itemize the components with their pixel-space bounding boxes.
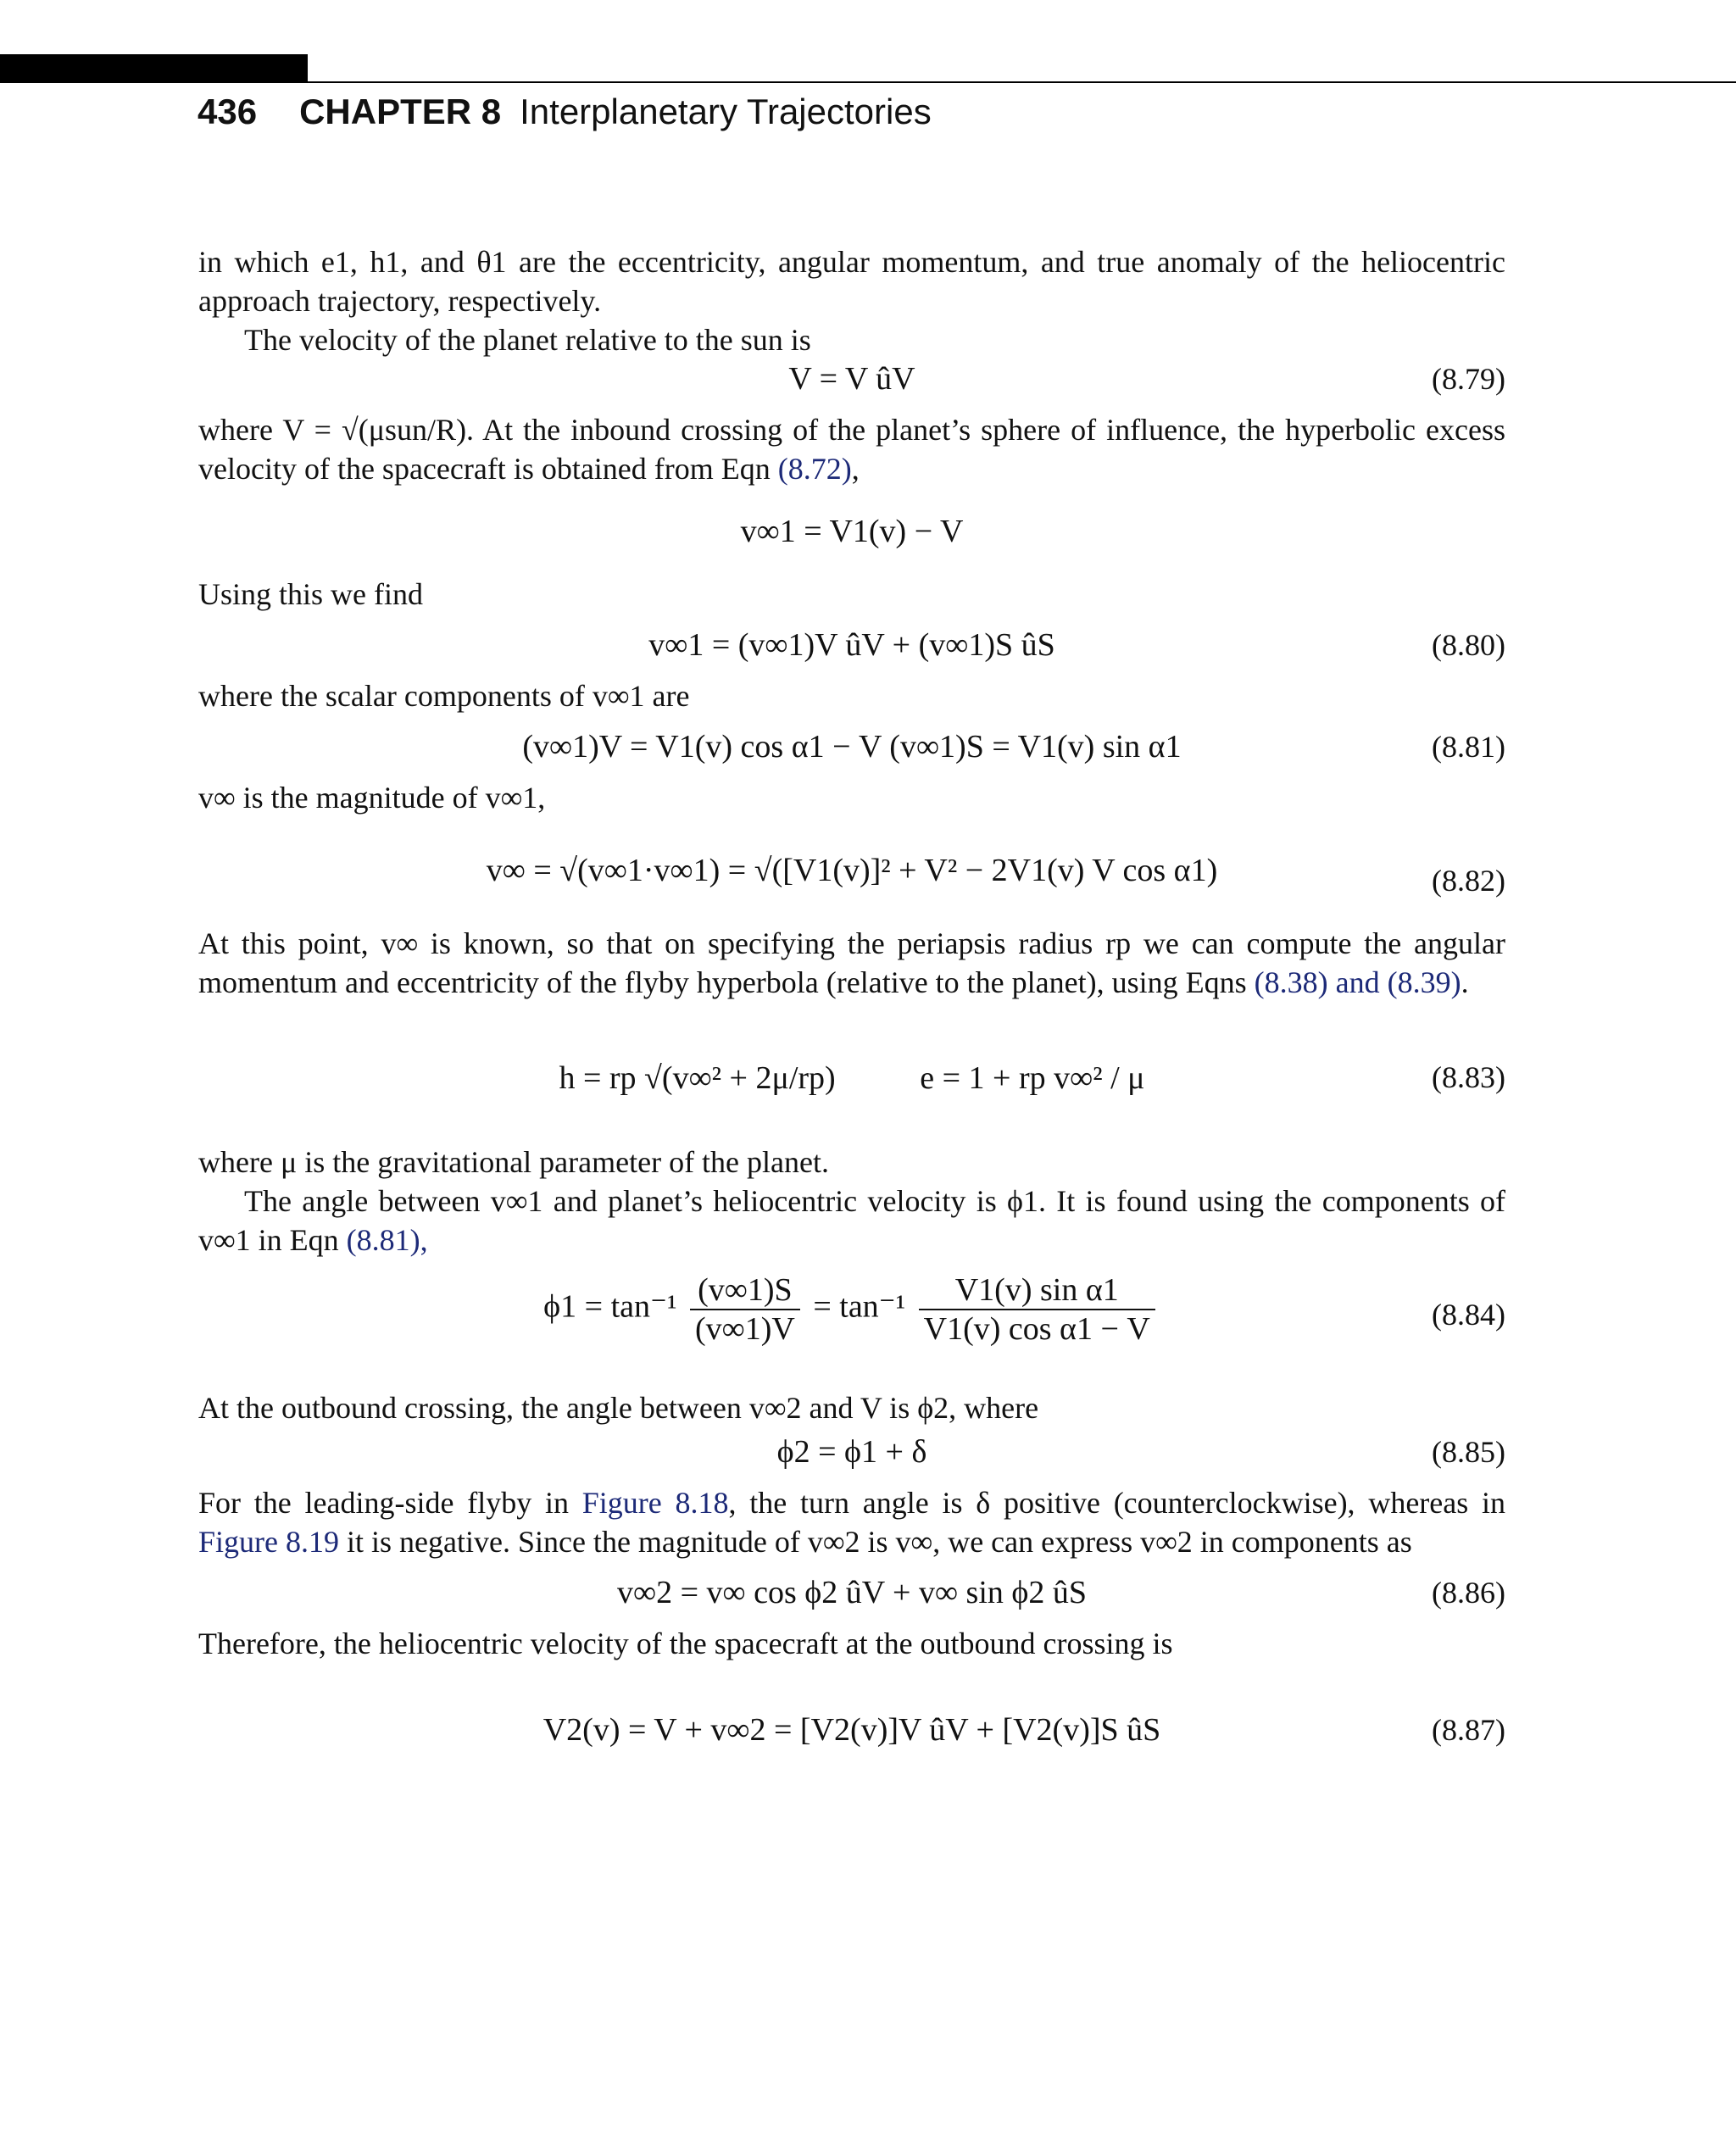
page-number: 436 (198, 92, 258, 131)
equation-body: v∞1 = V1(v) − V (740, 514, 964, 549)
running-header (198, 92, 932, 142)
paragraph-6: v∞ is the magnitude of v∞1, (198, 781, 546, 815)
fraction-2-denominator: V1(v) cos α1 − V (923, 1311, 1150, 1347)
equation-number: (8.85) (1432, 1435, 1505, 1469)
paragraph-8: where μ is the gravitational parameter of the planet. (198, 1145, 829, 1179)
fraction-1 (690, 1271, 800, 1348)
paragraph-5: where the scalar components of v∞1 are (198, 679, 690, 713)
equation-h: h = rp √(v∞² + 2μ/rp) (559, 1060, 836, 1096)
equation-8-86 (198, 1573, 1505, 1612)
equation-phi1: ϕ1 = tan⁻¹ (543, 1288, 677, 1325)
equation-number: (8.80) (1432, 628, 1505, 662)
equation-8-83 (198, 1037, 1505, 1119)
paragraph-11-text-b: , the turn angle is δ positive (counterclockwise), whereas in (728, 1486, 1506, 1520)
equation-body: (v∞1)V = V1(v) cos α1 − V (v∞1)S = V1(v) sin α1 (522, 729, 1182, 765)
chapter-title: Interplanetary Trajectories (520, 92, 932, 131)
equation-number: (8.84) (1432, 1298, 1505, 1332)
paragraph-7-text: At this point, v∞ is known, so that on specifying the periapsis radius rp we can compute the angular momentum and eccentricity of the flyby hyperbola (relative to the planet), using Eqns (198, 926, 1505, 999)
paragraph-7 (198, 924, 1505, 1002)
figure-8-18-link[interactable]: Figure 8.18 (581, 1486, 729, 1520)
fraction-2-numerator: V1(v) sin α1 (919, 1271, 1155, 1310)
page-body (198, 242, 1505, 1749)
fraction-1-denominator: (v∞1)V (694, 1311, 795, 1347)
paragraph-3-text: where V = √(μsun/R). At the inbound crossing of the planet’s sphere of influence, the hyperbolic excess velocity of the spacecraft is obtained from Eqn (198, 413, 1505, 486)
equation-number: (8.79) (1432, 362, 1505, 396)
equation-8-84 (198, 1271, 1505, 1365)
header-bar (0, 54, 308, 83)
paragraph-12: Therefore, the heliocentric velocity of the spacecraft at the outbound crossing is (198, 1627, 1173, 1660)
paragraph-2: The velocity of the planet relative to the sun is (244, 323, 811, 357)
paragraph-10: At the outbound crossing, the angle between v∞2 and V is ϕ2, where (198, 1391, 1039, 1425)
equation-number: (8.83) (1432, 1060, 1505, 1094)
equation-number: (8.82) (1432, 864, 1505, 898)
equation-8-87 (198, 1710, 1505, 1749)
paragraph-11-text-c: it is negative. Since the magnitude of v∞2 is v∞, we can express v∞2 in components as (347, 1525, 1412, 1559)
equation-body: v∞ = √(v∞1·v∞1) = √([V1(v)]² + V² − 2V1(v) V cos α1) (486, 853, 1218, 888)
equation-unnumbered (198, 512, 1505, 551)
equation-mid: = tan⁻¹ (813, 1288, 906, 1325)
equation-8-82 (198, 841, 1505, 900)
paragraph-11 (198, 1483, 1505, 1561)
equation-body: v∞2 = v∞ cos ϕ2 ûV + v∞ sin ϕ2 ûS (616, 1575, 1088, 1610)
equation-body: v∞1 = (v∞1)V ûV + (v∞1)S ûS (648, 627, 1055, 663)
fraction-2 (919, 1271, 1155, 1348)
paragraph-3 (198, 410, 1505, 488)
paragraph-9 (198, 1182, 1505, 1260)
eqns-8-38-8-39-link[interactable]: (8.38) and (8.39) (1254, 965, 1461, 999)
equation-number: (8.87) (1432, 1713, 1505, 1747)
equation-body: V = V ûV (788, 361, 915, 397)
figure-8-19-link[interactable]: Figure 8.19 (198, 1525, 339, 1559)
eqn-8-72-link[interactable]: (8.72) (777, 452, 852, 486)
paragraph-11-text-a: For the leading-side flyby in (198, 1486, 569, 1520)
paragraph-7-end: . (1461, 965, 1469, 999)
paragraph-4: Using this we find (198, 577, 423, 611)
equation-e: e = 1 + rp v∞² / μ (920, 1060, 1145, 1096)
equation-number: (8.86) (1432, 1576, 1505, 1610)
eqn-8-81-link[interactable]: (8.81), (346, 1223, 428, 1257)
paragraph-1: in which e1, h1, and θ1 are the eccentricity, angular momentum, and true anomaly of the heliocentric approach trajectory, respectively. (198, 245, 1505, 318)
equation-body: V2(v) = V + v∞2 = [V2(v)]V ûV + [V2(v)]S ûS (542, 1712, 1161, 1748)
equation-8-80 (198, 626, 1505, 665)
equation-8-79 (198, 359, 1505, 398)
equation-number: (8.81) (1432, 730, 1505, 764)
equation-8-81 (198, 727, 1505, 766)
header-rule (308, 81, 1736, 83)
chapter-label: CHAPTER 8 (299, 92, 502, 131)
paragraph-9-text: The angle between v∞1 and planet’s heliocentric velocity is ϕ1. It is found using the components of v∞1 in Eqn (198, 1184, 1505, 1257)
fraction-1-numerator: (v∞1)S (690, 1271, 800, 1310)
paragraph-3-end: , (851, 452, 860, 486)
equation-8-85 (198, 1432, 1505, 1471)
equation-body: ϕ2 = ϕ1 + δ (776, 1434, 927, 1470)
